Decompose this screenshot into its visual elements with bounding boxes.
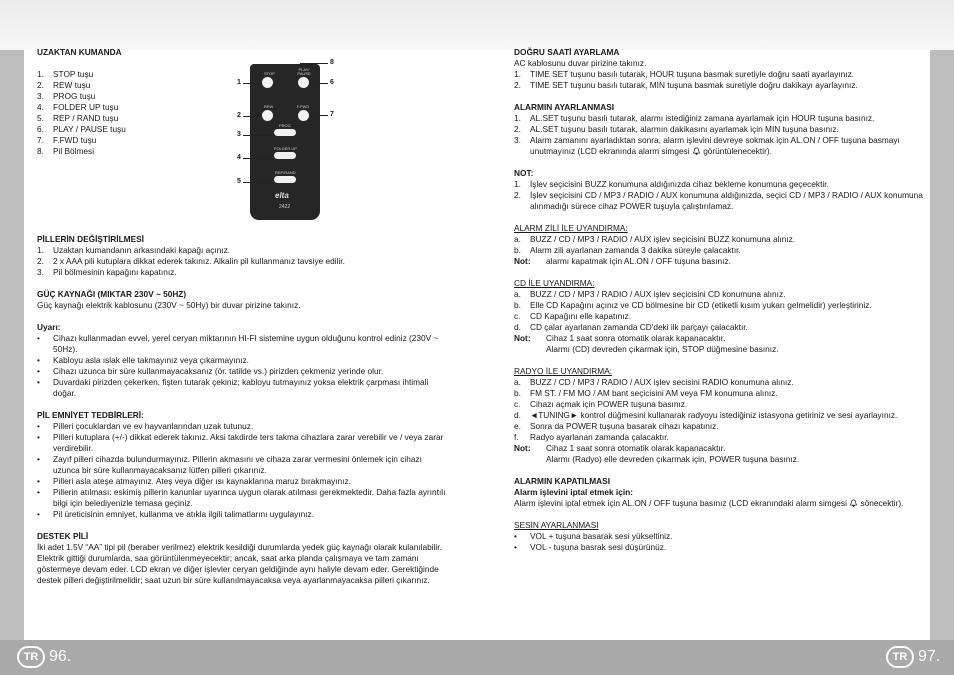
clock-intro: AC kablosunu duvar pirizine takınız. [514, 58, 647, 68]
model-label: 2422 [279, 204, 291, 210]
item-text: Uzaktan kumandanın arkasındaki kapağı açınız. [53, 245, 231, 255]
bullet: • [37, 432, 40, 442]
bullet: • [37, 421, 40, 431]
power-title: GÜÇ KAYNAĞI (MIKTAR 230V ~ 50HZ) [37, 289, 187, 299]
item-text: Sonra da POWER tuşuna basarak cihazı kapatınız. [530, 421, 719, 431]
callout-leader [309, 115, 328, 116]
callout-3: 3 [237, 131, 241, 138]
list-item [514, 245, 926, 256]
item-text: Pil bölmesinin kapağını kapatınız. [53, 267, 177, 277]
clock-title: DOĞRU SAATİ AYARLAMA [514, 47, 620, 57]
item-text: F.FWD tuşu [53, 135, 97, 145]
item-number: 5. [37, 113, 44, 123]
backup-battery-title: DESTEK PİLİ [37, 531, 89, 541]
alarm-off-title: ALARMIN KAPATILMASI [514, 476, 611, 486]
bullet: • [37, 366, 40, 376]
item-text: CD çalar ayarlanan zamanda CD'deki ilk parçayı çalacaktır. [530, 322, 748, 332]
callout-leader [243, 83, 262, 84]
list-item [514, 124, 926, 135]
item-text: İşlev seçicisini CD / MP3 / RADIO / AUX konumuna aldığınızda, seçici CD / MP3 / RADIO / AUX konumuna alınmadığı sürece cihaz POWER tuşuyla çalıştırılamaz. [530, 190, 923, 211]
list-item [514, 542, 926, 553]
item-text: Radyo ayarlanan zamanda çalacaktır. [530, 432, 669, 442]
item-text: Cihazı kullanmadan evvel, yerel ceryan miktarının HI-FI sistemine uygun olduğunu kontrol ediniz (230V ~ 50Hz). [53, 333, 439, 354]
item-text: Cihaz 1 saat sonra otomatik olarak kapanacaktır. [546, 333, 726, 343]
item-number: 7. [37, 135, 44, 145]
list-item [37, 487, 447, 509]
item-text: Pilleri asla ateşe atmayınız. Ateş veya diğer ısı kaynaklarına maruz bırakmayınız. [53, 476, 351, 486]
item-number [514, 344, 546, 355]
left-page-number [17, 646, 71, 668]
list-item [37, 432, 447, 454]
item-text: FM ST. / FM MO / AM bant seçicisini AM veya FM konumuna alınız. [530, 388, 778, 398]
item-number: a. [514, 289, 521, 299]
item-number: a. [514, 234, 521, 244]
item-number: 1. [514, 113, 521, 123]
bullet: • [37, 476, 40, 486]
rep-rand-key-label: REP/RAND [275, 170, 296, 175]
list-item [37, 421, 447, 432]
stop-key-label: STOP [264, 71, 275, 76]
callout-4: 4 [237, 154, 241, 161]
item-number: 1. [37, 245, 44, 255]
item-text: Cihazı açmak için POWER tuşuna basınız. [530, 399, 688, 409]
list-item [37, 102, 447, 113]
alarm-bell-icon [849, 499, 858, 507]
list-item [514, 256, 926, 267]
alarm-bell-icon [692, 147, 701, 155]
item-number: b. [514, 245, 521, 255]
item-text: 2 x AAA pili kutuplara dikkat ederek takınız. Alkalin pil kullanmanız tavsiye edilir. [53, 256, 345, 266]
list-item [514, 388, 926, 399]
item-text: BUZZ / CD / MP3 / RADIO / AUX işlev secisini RADIO konumuna alınız. [530, 377, 794, 387]
item-text: PROG tuşu [53, 91, 96, 101]
bullet: • [37, 454, 40, 464]
item-number: 1. [37, 69, 44, 79]
list-item [514, 333, 926, 344]
left-page-content [37, 47, 447, 586]
item-text: VOL + tuşuna basarak sesi yükseltiniz. [530, 531, 673, 541]
list-item [37, 333, 447, 355]
bullet: • [37, 355, 40, 365]
list-item [514, 421, 926, 432]
item-text: BUZZ / CD / MP3 / RADIO / AUX işlev seçicisini BUZZ konumuna alınız. [530, 234, 796, 244]
list-item [37, 69, 447, 80]
item-text: Duvardaki pirizden çekerken, fişten tutarak çekiniz; kabloyu tutmayınız yoksa elektrik çarpması ihtimali doğar. [53, 377, 429, 398]
item-number: 2. [37, 80, 44, 90]
item-text: FOLDER UP tuşu [53, 102, 119, 112]
item-text-part: görüntülenecektir). [703, 146, 772, 156]
list-item [514, 179, 926, 190]
cd-alarm-title: CD İLE UYANDIRMA: [514, 278, 595, 288]
warning-title: Uyarı: [37, 322, 61, 332]
item-number: 3. [37, 91, 44, 101]
list-item [37, 256, 447, 267]
bullet: • [37, 487, 40, 497]
alarm-set-title: ALARMIN AYARLANMASI [514, 102, 615, 112]
list-item [37, 509, 447, 520]
item-number: 3. [37, 267, 44, 277]
item-text: alarmı kapatmak için AL.ON / OFF tuşuna basınız. [546, 256, 731, 266]
callout-leader [309, 83, 328, 84]
item-text-part: Alarm işlevini iptal etmek için AL.ON / OFF tuşuna basınız (LCD ekranındaki alarm simgesi [514, 498, 847, 508]
item-text: Pilleri kutuplara (+/-) dikkat ederek takınız. Aksi takdirde ters takma cihazlara zarar verebilir ve / veya zarar verdirebilir. [53, 432, 444, 453]
list-item [514, 80, 926, 91]
item-text: REW tuşu [53, 80, 91, 90]
item-text: REP / RAND tuşu [53, 113, 119, 123]
language-badge: TR [17, 646, 45, 668]
batteries-title: PİLLERİN DEĞİŞTİRİLMESİ [37, 234, 144, 244]
item-text: Cihaz 1 saat sonra otomatik olarak kapanacaktır. [546, 443, 726, 453]
list-item [514, 322, 926, 333]
list-item [514, 454, 926, 465]
rew-key [262, 110, 273, 121]
item-text: Kabloyu asla ıslak elle takmayınız veya çıkarmayınız. [53, 355, 249, 365]
item-number: Not: [514, 443, 531, 453]
item-text: Pilleri çocuklardan ve ev hayvanlarından uzak tutunuz. [53, 421, 254, 431]
right-page-number [886, 646, 940, 668]
list-item [37, 245, 447, 256]
list-item [514, 443, 926, 454]
list-item [37, 366, 447, 377]
list-item [514, 113, 926, 124]
brand-logo: elta [275, 191, 289, 200]
alarm-off-text [514, 498, 926, 509]
list-item [514, 344, 926, 355]
item-text-part: kontrol düğmesini kullanarak radyoyu istediğiniz istasyona getiriniz ve sesi ayarlayınız. [580, 410, 898, 420]
rep-rand-key [274, 176, 296, 183]
remote-title: UZAKTAN KUMANDA [37, 47, 122, 57]
item-text [530, 135, 926, 157]
item-text [530, 410, 897, 421]
item-number: c. [514, 399, 521, 409]
callout-1: 1 [237, 79, 241, 86]
item-text: PLAY / PAUSE tuşu [53, 124, 126, 134]
item-number: d. [514, 322, 521, 332]
list-item [514, 399, 926, 410]
battery-safety-title: PİL EMNİYET TEDBİRLERİ: [37, 410, 144, 420]
item-text: TIME SET tuşunu basılı tutarak, MIN tuşuna basmak suretiyle doğru dakikayı ayarlayınız. [530, 80, 858, 90]
buzz-alarm-title: ALARM ZİLİ İLE UYANDIRMA: [514, 223, 628, 233]
right-page-content [514, 47, 926, 553]
ffwd-key-label: F.FWD [297, 104, 310, 109]
item-number: 2. [37, 256, 44, 266]
list-item [37, 135, 447, 146]
item-text: Alarmı (CD) devreden çıkarmak için, STOP düğmesine basınız. [546, 344, 779, 354]
list-item [37, 146, 447, 157]
play-pause-key-label: PLAY/ PAUSE [297, 67, 311, 76]
item-text: Cihazı uzunca bir süre kullanmayacaksanız (ör. tatilde vs.) pirizden çekmeniz yerinde olur. [53, 366, 384, 376]
item-number: f. [514, 432, 519, 442]
radio-alarm-title: RADYO İLE UYANDIRMA: [514, 366, 613, 376]
volume-title: SESİN AYARLANMASI [514, 520, 599, 530]
item-text: AL.SET tuşunu basılı tutarak, alarmın dakikasını ayarlamak için MIN tuşuna basınız. [530, 124, 839, 134]
right-margin-bar [930, 50, 954, 640]
list-item [37, 355, 447, 366]
item-text: Alarm zili ayarlanan zamanda 3 dakika süreyle çalacaktır. [530, 245, 741, 255]
callout-leader [243, 135, 274, 136]
list-item [514, 432, 926, 443]
callout-8: 8 [330, 59, 334, 66]
item-number: 3. [514, 135, 521, 145]
left-margin-bar [0, 50, 24, 640]
list-item [514, 377, 926, 388]
callout-leader [243, 116, 262, 117]
list-item [37, 454, 447, 476]
rew-key-label: REW [264, 104, 274, 109]
item-text: Pillerin atılması: eskimiş pillerin kanunlar uyarınca uygun olarak atılması gerekmektedir. Daha fazla ayrıntılı bilgi için belediyenizle temasa geçiniz. [53, 487, 446, 508]
list-item [37, 377, 447, 399]
remote-key-list [37, 69, 447, 157]
item-number: 2. [514, 124, 521, 134]
page-footer-band [0, 640, 954, 675]
item-text: Alarmı (Radyo) elle devreden çıkarmak için, POWER tuşuna basınız. [546, 454, 800, 464]
item-number: e. [514, 421, 521, 431]
item-number: 6. [37, 124, 44, 134]
note-title: NOT: [514, 168, 534, 178]
list-item [514, 135, 926, 157]
play-pause-key [298, 77, 309, 88]
ffwd-key [298, 110, 309, 121]
callout-leader [243, 182, 274, 183]
item-number: a. [514, 377, 521, 387]
page-header-band [0, 0, 954, 50]
list-item [514, 190, 926, 212]
list-item [37, 80, 447, 91]
item-text: Elle CD Kapağını açınız ve CD bölmesine bir CD (etiketli kısım yukarı gelmelidir) yerleştiriniz. [530, 300, 872, 310]
bullet: • [37, 377, 40, 387]
item-number: 1. [514, 69, 521, 79]
power-text: Güç kaynağı elektrik kablosunu (230V ~ 50Hy) bir duvar pirizine takınız. [37, 300, 301, 310]
item-text: Zayıf pilleri cihazda bulundurmayınız. Pillerin akmasını ve cihaza zarar vermesini önlemek için cihazı uzunca bir süre kullanmayacaksanız lütfen pilleri çıkarınız. [53, 454, 422, 475]
item-number: 2. [514, 80, 521, 90]
list-item [514, 410, 926, 421]
callout-7: 7 [330, 111, 334, 118]
list-item [37, 91, 447, 102]
list-item [514, 289, 926, 300]
bullet: • [37, 509, 40, 519]
bullet: • [37, 333, 40, 343]
remote-control-body [250, 64, 320, 220]
list-item [514, 531, 926, 542]
folder-up-key [274, 152, 296, 159]
callout-6: 6 [330, 79, 334, 86]
item-number: Not: [514, 256, 531, 266]
prog-key-label: PROG [279, 123, 291, 128]
callout-leader [243, 158, 274, 159]
language-badge: TR [886, 646, 914, 668]
list-item [37, 124, 447, 135]
item-number [514, 454, 546, 465]
item-number: b. [514, 300, 521, 310]
backup-battery-text: İki adet 1.5V “AA” tipi pil (beraber verilmez) elektrik kesildiği durumlarda yedek güç kaynağı olarak kulanılabilir. Elektrik gittiği durumlarda, saa görüntülenmeyecektir; ancak, saat arka planda çalışmaya ve tam zamanı göstermeye devam eder. LCD ekran ve diğer işlevler ceryan geldiğinde aynı haliyle devam eder. Gerektiğinde destek pilleri değiştirilmelidir; saat uzun bir süre kullanılmayacaksa veya ayarlanmayacaksa pilleri çıkarınız. [37, 542, 442, 585]
item-text: TIME SET tuşunu basılı tutarak, HOUR tuşuna basmak suretiyle doğru saati ayarlayınız. [530, 69, 855, 79]
prog-key [274, 129, 296, 136]
item-text-part: sönecektir). [860, 498, 904, 508]
alarm-off-subtitle: Alarm işlevini iptal etmek için: [514, 487, 633, 497]
item-number: 8. [37, 146, 44, 156]
item-number: c. [514, 311, 521, 321]
item-number: Not: [514, 333, 531, 343]
item-number: 2. [514, 190, 521, 200]
bullet: • [514, 542, 517, 552]
item-text: CD Kapağını elle kapatınız. [530, 311, 632, 321]
list-item [37, 113, 447, 124]
item-number: d. [514, 410, 521, 420]
item-text: STOP tuşu [53, 69, 94, 79]
item-text: BUZZ / CD / MP3 / RADIO / AUX işlev seçicisini CD konumuna alınız. [530, 289, 786, 299]
item-number: 1. [514, 179, 521, 189]
callout-5: 5 [237, 178, 241, 185]
folder-up-key-label: FOLDER UP [274, 146, 297, 151]
item-number: b. [514, 388, 521, 398]
item-text-part: Alarm zamanını ayarladıktan sonra, alarm işlevini devreye sokmak için AL.ON / OFF tuşuna basmayı unutmayınız (LCD ekranında alarm simgesi [530, 135, 900, 156]
item-text: VOL - tuşuna basrak sesi düşürünüz. [530, 542, 667, 552]
list-item [37, 476, 447, 487]
callout-leader [300, 63, 328, 64]
page-number-text: 96. [49, 648, 72, 665]
list-item [514, 234, 926, 245]
item-text: AL.SET tuşunu basılı tutarak, alarmı istediğiniz zamana ayarlamak için HOUR tuşuna basınız. [530, 113, 875, 123]
item-text: Pil Bölmesi [53, 146, 95, 156]
tuning-control-label: ◄TUNING► [530, 410, 579, 420]
bullet: • [514, 531, 517, 541]
list-item [514, 69, 926, 80]
page-number-text: 97. [918, 648, 941, 665]
list-item [514, 300, 926, 311]
stop-key [262, 77, 273, 88]
item-text: İşlev seçicisini BUZZ konumuna aldığınızda cihaz bekleme konumuna geçecektir. [530, 179, 829, 189]
item-number: 4. [37, 102, 44, 112]
list-item [37, 267, 447, 278]
list-item [514, 311, 926, 322]
item-text: Pil üreticisinin emniyet, kullanma ve atıkla ilgili talimatlarını uygulayınız. [53, 509, 314, 519]
callout-2: 2 [237, 112, 241, 119]
